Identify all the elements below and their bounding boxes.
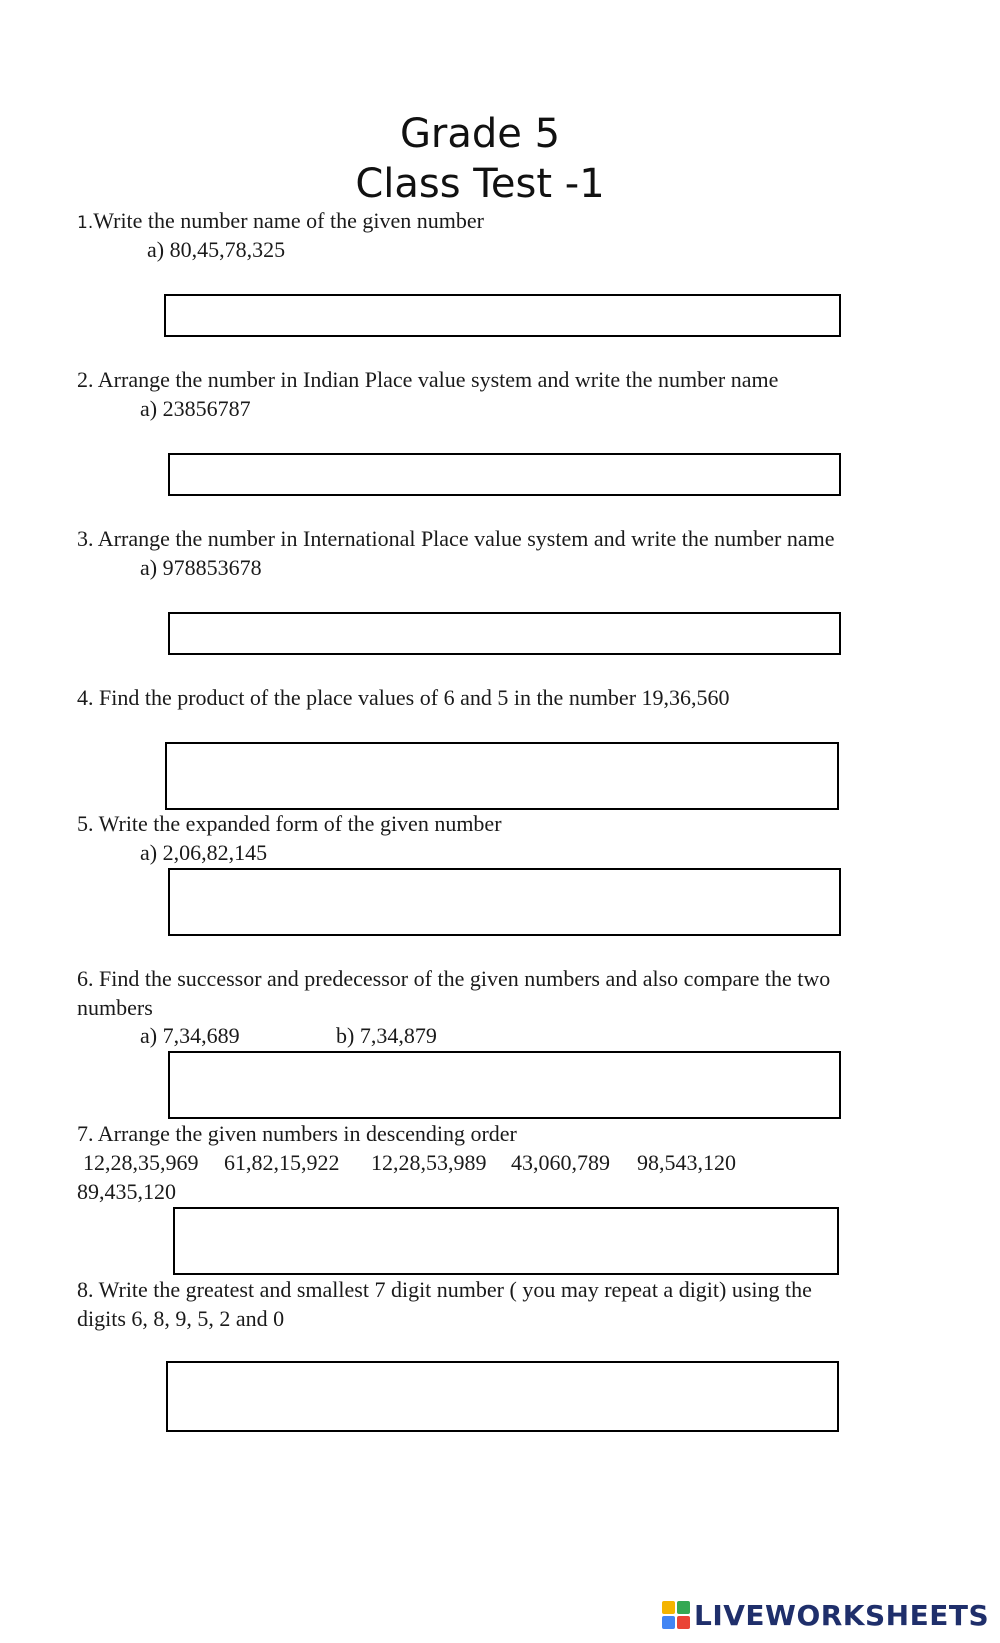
question-7-number-5: 98,543,120 — [637, 1150, 736, 1175]
question-7-number-4: 43,060,789 — [511, 1150, 610, 1175]
question-5-item-a: a) 2,06,82,145 — [140, 840, 268, 865]
answer-box-6[interactable] — [168, 1051, 841, 1119]
logo-text: LIVEWORKSHEETS — [694, 1598, 990, 1632]
question-2-text: 2. Arrange the number in Indian Place value system and write the number name — [77, 367, 779, 392]
question-7-number-1: 12,28,35,969 — [83, 1150, 199, 1175]
question-1-item-a: a) 80,45,78,325 — [147, 237, 286, 262]
question-6-text-line1: 6. Find the successor and predecessor of the given numbers and also compare the two — [77, 966, 831, 991]
question-7-number-2: 61,82,15,922 — [224, 1150, 340, 1175]
question-4-text: 4. Find the product of the place values of 6 and 5 in the number 19,36,560 — [77, 685, 730, 710]
answer-box-2[interactable] — [168, 453, 841, 496]
question-6-item-b: b) 7,34,879 — [336, 1023, 437, 1048]
answer-box-4[interactable] — [165, 742, 839, 810]
answer-box-8[interactable] — [166, 1361, 839, 1432]
question-7-number-3: 12,28,53,989 — [371, 1150, 487, 1175]
page-title: Grade 5 — [399, 111, 561, 157]
question-8-text-line2: digits 6, 8, 9, 5, 2 and 0 — [77, 1306, 285, 1331]
liveworksheets-logo — [662, 1598, 989, 1632]
question-3-item-a: a) 978853678 — [140, 555, 262, 580]
question-8-text-line1: 8. Write the greatest and smallest 7 digit number ( you may repeat a digit) using the — [77, 1277, 812, 1302]
question-2-item-a: a) 23856787 — [140, 396, 251, 421]
page-subtitle: Class Test -1 — [355, 161, 605, 207]
question-1-number: 1. — [77, 213, 94, 233]
question-6-item-a: a) 7,34,689 — [140, 1023, 240, 1048]
answer-box-7[interactable] — [173, 1207, 839, 1275]
answer-box-5[interactable] — [168, 868, 841, 936]
question-6-text-line2: numbers — [77, 995, 153, 1020]
question-1-text: Write the number name of the given number — [93, 208, 484, 233]
answer-box-3[interactable] — [168, 612, 841, 655]
question-7-text: 7. Arrange the given numbers in descending order — [77, 1121, 517, 1146]
question-3-text: 3. Arrange the number in International Place value system and write the number name — [77, 526, 835, 551]
answer-box-1[interactable] — [164, 294, 841, 337]
question-5-text: 5. Write the expanded form of the given number — [77, 811, 502, 836]
question-7-number-6: 89,435,120 — [77, 1179, 176, 1204]
logo-mark-icon — [662, 1601, 690, 1629]
question-1 — [77, 206, 484, 238]
